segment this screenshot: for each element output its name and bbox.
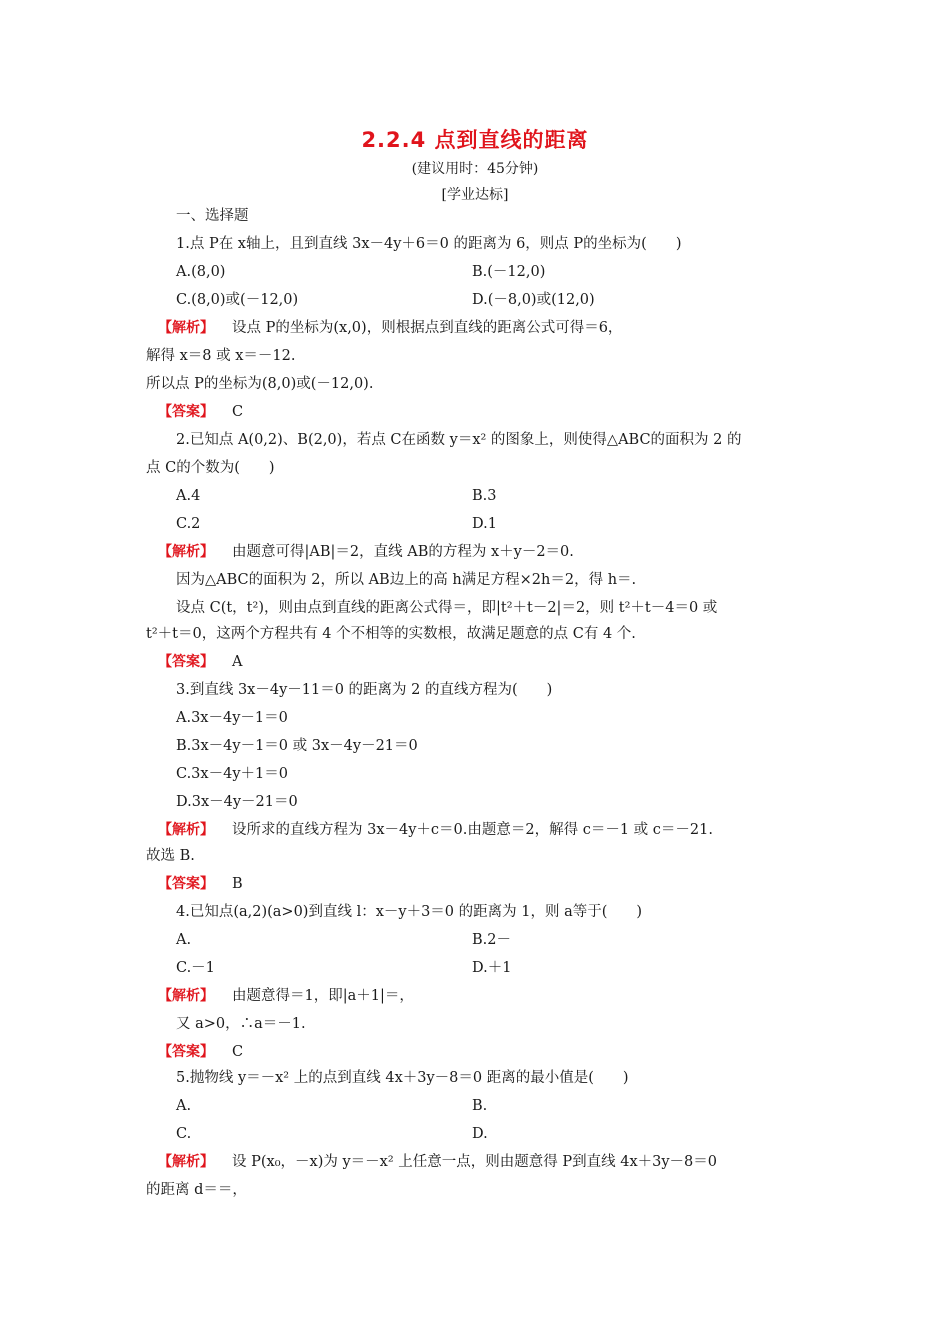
analysis-text: 设点 P的坐标为(x,0)，则根据点到直线的距离公式可得＝6，: [232, 320, 623, 336]
question-3-analysis-line: 故选 B.: [146, 848, 195, 864]
question-4-answer: [158, 1042, 243, 1062]
analysis-text: 设 P(x₀，－x)为 y＝－x² 上任意一点，则由题意得 P到直线 4x＋3y－8＝0: [232, 1154, 717, 1170]
question-3-option-c: C.3x－4y＋1＝0: [176, 766, 288, 782]
answer-tag: 【答案】: [158, 876, 214, 892]
question-5-stem: 5.抛物线 y＝－x² 上的点到直线 4x＋3y－8＝0 距离的最小值是( ): [176, 1070, 629, 1086]
question-4-analysis: [158, 986, 414, 1006]
answer-tag: 【答案】: [158, 1044, 214, 1060]
answer-text: C: [232, 404, 244, 420]
answer-tag: 【答案】: [158, 654, 214, 670]
question-4-option-d: D.＋1: [472, 960, 512, 976]
question-3-stem: 3.到直线 3x－4y－11＝0 的距离为 2 的直线方程为( ): [176, 682, 553, 698]
question-1-option-b: B.(－12,0): [472, 264, 546, 280]
question-3-option-a: A.3x－4y－1＝0: [176, 710, 288, 726]
answer-text: C: [232, 1044, 244, 1060]
question-4-option-b: B.2－: [472, 932, 511, 948]
section-heading: 一、选择题: [176, 208, 249, 224]
answer-tag: 【答案】: [158, 404, 214, 420]
question-2-answer: [158, 652, 242, 672]
question-4-option-c: C.－1: [176, 960, 215, 976]
question-1-option-a: A.(8,0): [176, 264, 226, 280]
question-1-answer: [158, 402, 243, 422]
question-3-option-b: B.3x－4y－1＝0 或 3x－4y－21＝0: [176, 738, 418, 754]
question-2-analysis-line: 因为△ABC的面积为 2，所以 AB边上的高 h满足方程×2h＝2，得 h＝.: [176, 572, 637, 588]
question-5-option-d: D.: [472, 1126, 488, 1142]
question-1-stem: 1.点 P在 x轴上，且到直线 3x－4y＋6＝0 的距离为 6，则点 P的坐标为( ): [176, 236, 682, 252]
analysis-tag: 【解析】: [158, 822, 214, 838]
analysis-tag: 【解析】: [158, 988, 214, 1004]
analysis-text: 由题意得＝1，即|a＋1|＝，: [232, 988, 414, 1004]
question-4-option-a: A.: [176, 932, 192, 948]
question-2-stem: 2.已知点 A(0,2)、B(2,0)，若点 C在函数 y＝x² 的图象上，则使得△ABC的面积为 2 的: [176, 432, 742, 448]
page-title: 2.2.4 点到直线的距离: [361, 128, 589, 152]
question-4-analysis-line: 又 a>0，∴a＝－1.: [176, 1016, 306, 1032]
analysis-text: 设所求的直线方程为 3x－4y＋c＝0.由题意＝2，解得 c＝－1 或 c＝－21.: [232, 822, 713, 838]
answer-text: A: [232, 654, 243, 670]
analysis-tag: 【解析】: [158, 320, 214, 336]
question-1-analysis-line: 解得 x＝8 或 x＝－12.: [146, 348, 296, 364]
question-2-option-b: B.3: [472, 488, 497, 504]
analysis-tag: 【解析】: [158, 1154, 214, 1170]
question-5-analysis: [158, 1152, 717, 1172]
question-5-option-b: B.: [472, 1098, 488, 1114]
question-2-analysis-line: t²＋t＝0，这两个方程共有 4 个不相等的实数根，故满足题意的点 C有 4 个.: [146, 626, 636, 642]
question-1-analysis-line: 所以点 P的坐标为(8,0)或(－12,0).: [146, 376, 374, 392]
question-3-answer: [158, 874, 243, 894]
analysis-text: 由题意可得|AB|＝2，直线 AB的方程为 x＋y－2＝0.: [232, 544, 574, 560]
question-2-option-a: A.4: [176, 488, 201, 504]
time-note: (建议用时：45分钟): [411, 161, 539, 177]
question-3-option-d: D.3x－4y－21＝0: [176, 794, 298, 810]
question-2-analysis-line: 设点 C(t，t²)，则由点到直线的距离公式得＝，即|t²＋t－2|＝2，则 t²＋t－4＝0 或: [176, 600, 718, 616]
question-4-stem: 4.已知点(a,2)(a>0)到直线 l：x－y＋3＝0 的距离为 1，则 a等于( ): [176, 904, 643, 920]
question-2-option-d: D.1: [472, 516, 497, 532]
question-1-analysis: [158, 318, 622, 338]
answer-text: B: [232, 876, 243, 892]
question-2-analysis: [158, 542, 574, 562]
question-5-option-a: A.: [176, 1098, 192, 1114]
question-1-option-c: C.(8,0)或(－12,0): [176, 292, 299, 308]
question-1-option-d: D.(－8,0)或(12,0): [472, 292, 595, 308]
question-5-option-c: C.: [176, 1126, 192, 1142]
question-2-stem-line: 点 C的个数为( ): [146, 460, 275, 476]
question-2-option-c: C.2: [176, 516, 201, 532]
question-3-analysis: [158, 820, 713, 840]
analysis-tag: 【解析】: [158, 544, 214, 560]
question-5-analysis-line: 的距离 d＝＝，: [146, 1182, 247, 1198]
level-label: [学业达标]: [441, 187, 509, 203]
